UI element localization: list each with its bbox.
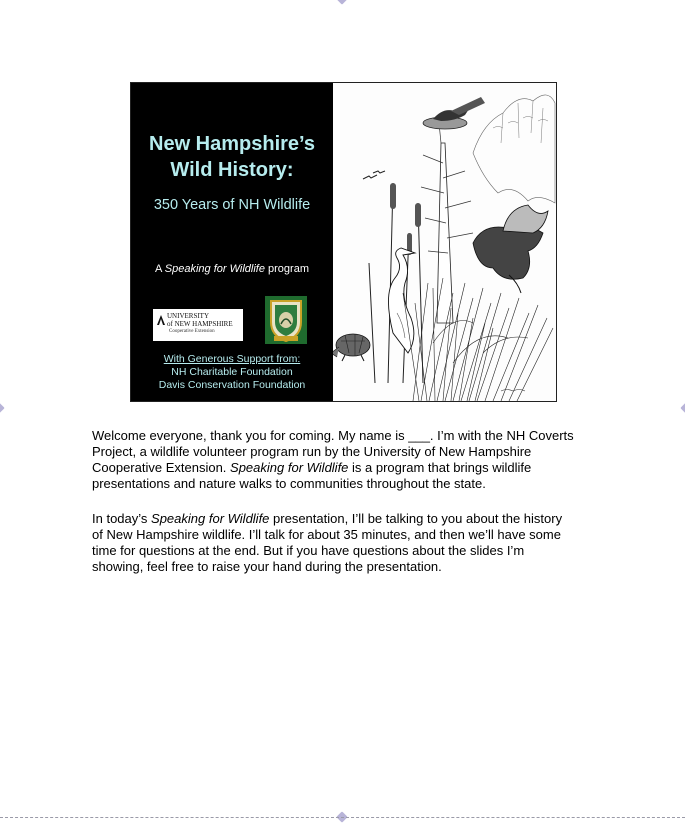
slide-thumbnail[interactable] [130,82,557,402]
program-suffix: program [264,263,309,275]
supporter-2: Davis Conservation Foundation [158,379,306,391]
wildlife-illustration [333,83,556,401]
top-resize-handle[interactable] [336,0,347,5]
notes-p1-line-3 [92,460,602,476]
notes-p1-line-2: Project, a wildlife volunteer program run by the University of New Hampshire [92,444,532,459]
wildlife-illustration-panel [333,83,556,401]
notes-p2-line-1-end: presentation, I’ll be talking to you about the history [269,511,563,526]
notes-p1-line-3-start: Cooperative Extension. [92,460,231,475]
slide-program-line [131,263,333,275]
notes-p1-line-4: presentations and nature walks to communities throughout the state. [92,476,486,491]
left-resize-handle[interactable] [0,402,5,413]
notes-paragraph-2 [92,511,602,575]
fish-and-game-crest-icon [265,296,307,344]
notes-p2-line-2: of New Hampshire wildlife. I’ll talk for about 35 minutes, and then we’ll have some [92,527,561,542]
unh-logo-line-3: Cooperative Extension [169,329,215,334]
slide-support-block [131,353,333,392]
slide-title-line-1: New Hampshire’s [149,133,315,155]
page-boundary [0,817,685,818]
notes-p1-line-3-end: is a program that brings wildlife [348,460,532,475]
speaker-notes[interactable] [92,428,602,594]
slide-subtitle: 350 Years of NH Wildlife [153,197,311,213]
notes-p2-line-1 [92,511,602,527]
program-name: Speaking for Wildlife [164,263,265,275]
notes-p2-line-1-start: In today’s [92,511,152,526]
unh-logo-line-2: of NEW HAMPSHIRE [167,320,233,328]
support-heading: With Generous Support from: [163,353,301,365]
unh-logo-line-1: UNIVERSITY [167,312,209,320]
notes-p2-line-3: time for questions at the end. But if you have questions about the slides I’m [92,543,525,558]
slide-text-panel [131,83,333,401]
notes-p2-program-name: Speaking for Wildlife [151,511,270,526]
slide-title [131,131,333,183]
right-resize-handle[interactable] [680,402,685,413]
notes-p2-line-4: showing, feel free to raise your hand during the presentation. [92,559,442,574]
notes-paragraph-1 [92,428,602,492]
notes-p1-program-name: Speaking for Wildlife [230,460,349,475]
notes-p1-line-1: Welcome everyone, thank you for coming. My name is ___. I’m with the NH Coverts [92,428,574,443]
slide-title-line-2: Wild History: [170,159,294,181]
supporter-1: NH Charitable Foundation [171,366,293,378]
unh-mark-icon [157,315,165,325]
program-prefix: A [155,263,165,275]
unh-logo [153,309,243,341]
